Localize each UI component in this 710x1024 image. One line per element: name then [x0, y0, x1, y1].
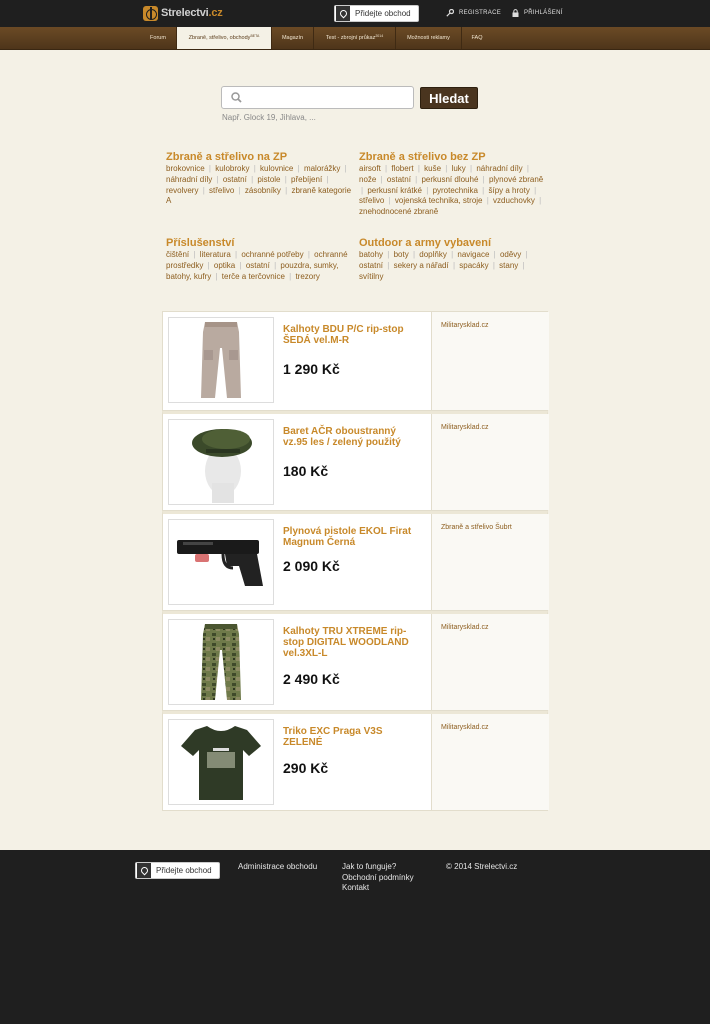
link-separator: | — [387, 250, 390, 259]
category-link[interactable]: stany — [499, 260, 519, 270]
product-list — [162, 311, 548, 811]
search-button[interactable]: Hledat — [420, 87, 478, 109]
link-separator: | — [470, 164, 473, 173]
link-separator: | — [526, 164, 529, 173]
add-shop-button[interactable]: Přidejte obchod — [334, 5, 419, 22]
category-link[interactable]: literatura — [199, 250, 231, 259]
nav-test-license[interactable]: Test - zbrojní průkaz$^{2014}$ — [314, 27, 396, 49]
link-separator: | — [522, 260, 525, 270]
category-link[interactable]: spacáky — [459, 260, 489, 270]
link-separator: | — [385, 164, 388, 173]
link-separator: | — [415, 174, 418, 184]
category-link[interactable]: přebíjení — [291, 174, 323, 184]
product-shop-link[interactable]: Militarysklad.cz — [431, 714, 549, 810]
product-title[interactable]: Kalhoty TRU XTREME rip-stop DIGITAL WOODLAND vel.3XL-L — [283, 626, 409, 659]
product-shop-link[interactable]: Zbraně a střelivo Šubrt — [431, 514, 549, 610]
category-title[interactable]: Outdoor a army vybavení — [359, 237, 492, 249]
product-image[interactable] — [168, 519, 274, 605]
nav-faq[interactable]: FAQ — [471, 35, 483, 41]
product-card[interactable] — [162, 311, 548, 411]
login-link[interactable]: PŘIHLÁŠENÍ — [512, 9, 563, 17]
category-link[interactable]: plynové zbraně — [488, 174, 544, 184]
category-link[interactable]: nože — [359, 174, 377, 184]
main-nav — [0, 27, 710, 50]
link-separator: | — [492, 260, 495, 270]
category-link[interactable]: boty — [393, 250, 409, 259]
category-link[interactable]: airsoft — [359, 164, 381, 173]
product-card[interactable] — [162, 411, 548, 511]
category-link[interactable]: zbraně kategorie A — [166, 185, 352, 206]
category-links — [359, 164, 549, 218]
category-link[interactable]: pyrotechnika — [432, 185, 478, 195]
trousers-icon — [191, 320, 251, 400]
category-link[interactable]: střelivo — [209, 185, 235, 195]
product-image[interactable] — [168, 619, 274, 705]
category-links — [166, 164, 356, 207]
category-links — [359, 250, 549, 282]
category-link[interactable]: trezory — [295, 271, 320, 281]
map-pin-icon — [336, 6, 350, 21]
footer — [0, 850, 710, 1024]
product-shop-link[interactable]: Militarysklad.cz — [431, 414, 549, 510]
category-link[interactable]: zásobníky — [244, 185, 281, 195]
product-title[interactable]: Triko EXC Praga V3S ZELENÉ — [283, 726, 383, 748]
link-separator: | — [216, 174, 219, 184]
product-shop-link[interactable]: Militarysklad.cz — [431, 614, 549, 710]
link-separator: | — [202, 185, 205, 195]
nav-forum[interactable]: Forum — [140, 27, 177, 49]
product-image[interactable] — [168, 719, 274, 805]
product-card[interactable] — [162, 611, 548, 711]
category-link[interactable]: luky — [451, 164, 466, 173]
category-link[interactable]: náhradní díly — [476, 164, 523, 173]
category-link[interactable]: kulovnice — [260, 164, 294, 173]
link-separator: | — [539, 196, 542, 206]
product-image[interactable] — [168, 419, 274, 505]
tshirt-icon — [179, 722, 263, 802]
product-price: 180 Kč — [283, 463, 329, 479]
link-separator: | — [534, 185, 537, 195]
category-link[interactable]: revolvery — [166, 185, 199, 195]
link-separator: | — [238, 185, 241, 195]
lock-icon — [512, 9, 519, 17]
category-title[interactable]: Zbraně a střelivo bez ZP — [359, 151, 486, 163]
category-link[interactable]: ostatní — [359, 260, 384, 270]
link-separator: | — [388, 196, 391, 206]
product-title[interactable]: Baret AČR oboustranný vz.95 les / zelený použitý — [283, 426, 401, 448]
product-title[interactable]: Plynová pistole EKOL Firat Magnum Černá — [283, 526, 412, 548]
product-price: 290 Kč — [283, 760, 329, 776]
search-hint: Např. Glock 19, Jihlava, ... — [222, 113, 316, 122]
search-box — [221, 86, 414, 109]
link-separator: | — [235, 250, 238, 259]
link-separator: | — [193, 250, 196, 259]
site-logo[interactable]: Strelectvi.cz — [143, 5, 223, 21]
category-link[interactable]: oděvy — [499, 250, 522, 259]
search-icon — [231, 92, 242, 103]
link-separator: | — [380, 174, 383, 184]
link-separator: | — [297, 164, 300, 173]
link-separator: | — [289, 271, 292, 281]
category-link[interactable]: flobert — [391, 164, 414, 173]
link-separator: | — [253, 164, 256, 173]
category-link[interactable]: šípy a hroty — [488, 185, 530, 195]
product-card[interactable] — [162, 511, 548, 611]
category-link[interactable]: perkusní dlouhé — [421, 174, 479, 184]
pistol-icon — [173, 532, 269, 592]
link-separator: | — [482, 185, 485, 195]
category-title[interactable]: Příslušenství — [166, 237, 235, 249]
link-separator: | — [274, 260, 277, 270]
link-separator: | — [426, 185, 429, 195]
category-link[interactable]: pouzdra, sumky, batohy, kufry — [166, 260, 339, 281]
category-link[interactable]: ochranné prostředky — [166, 250, 348, 270]
footer-add-shop-button[interactable]: Přidejte obchod — [135, 862, 220, 879]
category-link[interactable]: perkusní krátké — [367, 185, 423, 195]
category-link[interactable]: terče a terčovnice — [221, 271, 285, 281]
product-price: 2 090 Kč — [283, 558, 340, 574]
category-link[interactable]: batohy — [359, 250, 384, 259]
category-link[interactable]: kuše — [424, 164, 442, 173]
link-separator: | — [326, 174, 329, 184]
category-link[interactable]: ostatní — [386, 174, 411, 184]
key-icon — [446, 9, 454, 17]
top-bar — [0, 0, 710, 27]
link-separator: | — [417, 164, 420, 173]
copyright: © 2014 Strelectvi.cz — [446, 862, 518, 871]
category-accessories — [166, 237, 356, 282]
footer-admin-link[interactable]: Administrace obchodu — [238, 862, 318, 871]
camo-trousers-icon — [191, 622, 251, 702]
beret-icon — [176, 421, 266, 503]
link-separator: | — [284, 174, 287, 184]
category-link[interactable]: ochranné potřeby — [241, 250, 304, 259]
category-weapons-without-license — [359, 151, 549, 218]
category-link[interactable]: náhradní díly — [166, 174, 213, 184]
category-link[interactable]: znehodnocené zbraně — [359, 207, 439, 217]
link-separator: | — [215, 271, 218, 281]
category-link[interactable]: pistole — [257, 174, 281, 184]
category-link[interactable]: malorážky — [303, 164, 341, 173]
category-title[interactable]: Zbraně a střelivo na ZP — [166, 151, 288, 163]
link-separator: | — [285, 185, 288, 195]
product-card[interactable] — [162, 711, 548, 811]
crosshair-logo-icon — [143, 6, 158, 21]
nav-weapons-ammo-shops[interactable]: Zbraně, střelivo, obchody$^{BETA}$ — [177, 27, 272, 49]
category-link[interactable]: doplňky — [419, 250, 447, 259]
search-input[interactable] — [246, 93, 406, 103]
link-separator: | — [412, 250, 416, 259]
map-pin-icon — [137, 863, 151, 878]
link-separator: | — [525, 250, 528, 259]
category-weapons-with-license — [166, 151, 356, 207]
nav-magazine[interactable]: Magazín — [272, 27, 314, 49]
registration-link[interactable]: REGISTRACE — [446, 9, 501, 17]
link-separator: | — [452, 260, 456, 270]
category-link[interactable]: optika — [213, 260, 236, 270]
link-separator: | — [493, 250, 496, 259]
footer-terms-link[interactable]: Obchodní podmínky — [342, 872, 414, 882]
link-separator: | — [208, 164, 211, 173]
category-link[interactable]: vojenská technika, stroje — [394, 196, 483, 206]
category-link[interactable]: navigace — [457, 250, 490, 259]
category-links — [166, 250, 356, 282]
category-link[interactable]: vzduchovky — [493, 196, 535, 206]
category-link[interactable]: čištění — [166, 250, 190, 259]
category-outdoor-army — [359, 237, 549, 282]
product-image[interactable] — [168, 317, 274, 403]
category-link[interactable]: kulobroky — [215, 164, 250, 173]
category-link[interactable]: ostatní — [245, 260, 270, 270]
product-price: 1 290 Kč — [283, 361, 340, 377]
link-separator: | — [387, 260, 390, 270]
product-price: 2 490 Kč — [283, 671, 340, 687]
category-link[interactable]: ostatní — [222, 174, 247, 184]
category-link[interactable]: svítilny — [359, 271, 384, 281]
link-separator: | — [307, 250, 310, 259]
product-title[interactable]: Kalhoty BDU P/C rip-stop ŠEDÁ vel.M-R — [283, 324, 404, 346]
nav-advertising[interactable]: Možnosti reklamy — [396, 27, 462, 49]
link-separator: | — [344, 164, 347, 173]
link-separator: | — [207, 260, 210, 270]
link-separator: | — [482, 174, 485, 184]
link-separator: | — [451, 250, 454, 259]
link-separator: | — [361, 185, 364, 195]
category-link[interactable]: brokovnice — [166, 164, 205, 173]
footer-contact-link[interactable]: Kontakt — [342, 883, 370, 892]
category-link[interactable]: sekery a nářadí — [393, 260, 449, 270]
category-link[interactable]: střelivo — [359, 196, 385, 206]
footer-how-link[interactable]: Jak to funguje? — [342, 862, 397, 871]
link-separator: | — [239, 260, 242, 270]
product-shop-link[interactable]: Militarysklad.cz — [431, 312, 549, 410]
link-separator: | — [445, 164, 448, 173]
link-separator: | — [251, 174, 254, 184]
link-separator: | — [486, 196, 489, 206]
